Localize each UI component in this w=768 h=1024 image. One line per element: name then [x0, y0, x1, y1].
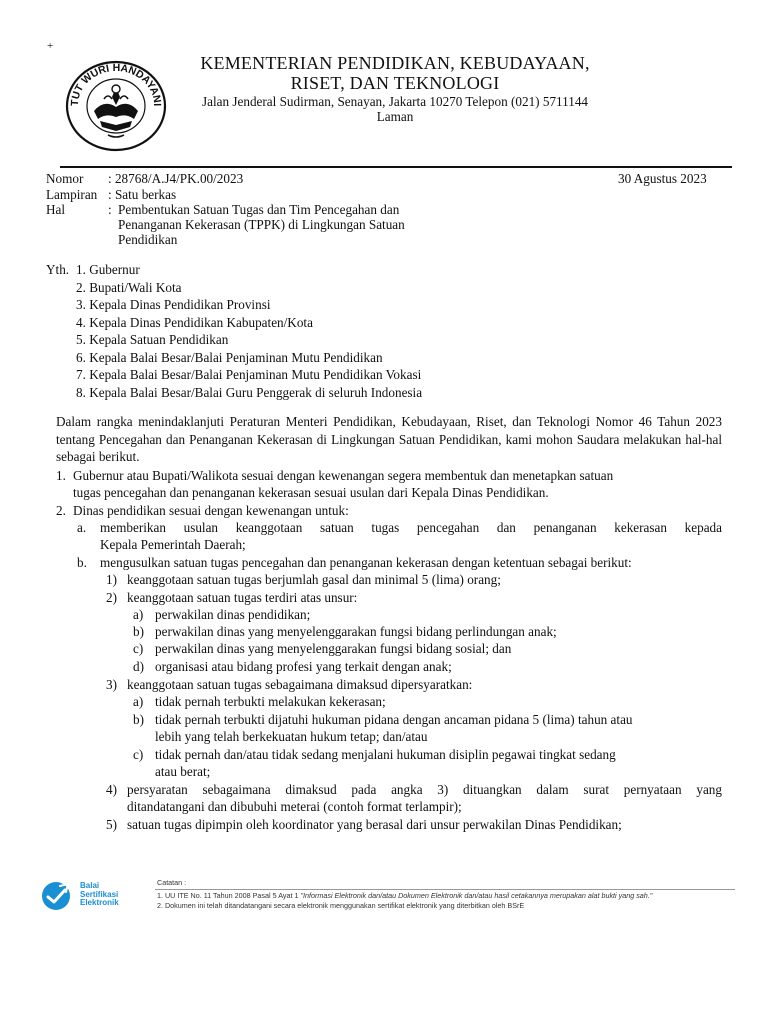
recipient-item: 7. Kepala Balai Besar/Balai Penjaminan Mutu Pendidikan Vokasi [76, 367, 422, 382]
recipient-item: 4. Kepala Dinas Pendidikan Kabupaten/Kota [76, 314, 313, 330]
ministry-name-line2: RISET, DAN TEKNOLOGI [290, 73, 500, 93]
sub-5-number: 5) [106, 817, 117, 832]
bsre-logo-icon [40, 880, 74, 912]
sub-2c-text: perwakilan dinas yang menyelenggarakan fungsi bidang sosial; dan [155, 641, 512, 656]
sub-3-text: keanggotaan satuan tugas sebagaimana dimaksud dipersyaratkan: [127, 677, 473, 692]
bsre-logo-text: Balai Sertifikasi Elektronik [80, 881, 119, 907]
ministry-address: Jalan Jenderal Sudirman, Senayan, Jakarta 10270 Telepon (021) 5711144 [201, 94, 589, 109]
sub-3c-text: atau berat; [155, 764, 211, 779]
point-1-text: Gubernur atau Bupati/Walikota sesuai dengan kewenangan segera membentuk dan menetapkan satuan [73, 468, 614, 483]
sub-3b-text: tidak pernah terbukti dijatuhi hukuman pidana dengan ancaman pidana 5 (lima) tahun atau [155, 712, 633, 727]
catatan-note-2: 2. Dokumen ini telah ditandatangani secara elektronik menggunakan sertifikat elektronik yang diterbitkan oleh BSrE [157, 901, 525, 910]
sub-4-text: ditandatangani dan dibubuhi meterai (contoh format terlampir); [127, 799, 462, 814]
sub-3c-text: tidak pernah dan/atau tidak sedang menjalani hukuman disiplin pegawai tingkat sedang [155, 747, 616, 762]
lampiran-value: : Satu berkas [108, 187, 177, 202]
sub-3a-letter: a) [133, 694, 144, 709]
sub-2-text: keanggotaan satuan tugas terdiri atas unsur: [127, 590, 358, 605]
point-1-text: tugas pencegahan dan penanganan kekerasan sesuai usulan dari Kepala Dinas Pendidikan. [73, 485, 549, 500]
catatan-label: Catatan : [157, 878, 187, 887]
sub-1-text: keanggotaan satuan tugas berjumlah gasal dan minimal 5 (lima) orang; [127, 572, 501, 587]
ministry-website-label: Laman [376, 109, 414, 124]
hal-colon: : [108, 202, 112, 217]
recipient-item: 5. Kepala Satuan Pendidikan [76, 332, 229, 347]
ministry-name-line1: KEMENTERIAN PENDIDIKAN, KEBUDAYAAN, [200, 53, 590, 73]
lampiran-label: Lampiran [46, 187, 98, 202]
sub-2b-text: perwakilan dinas yang menyelenggarakan fungsi bidang perlindungan anak; [155, 624, 557, 639]
sub-2-number: 2) [106, 590, 117, 605]
recipient-list [76, 261, 422, 401]
sub-2c-letter: c) [133, 641, 144, 656]
recipient-item: 3. Kepala Dinas Pendidikan Provinsi [76, 297, 271, 312]
sub-4-text: persyaratan sebagaimana dimaksud pada angka 3) dituangkan dalam surat pernyataan yang [127, 782, 722, 797]
recipient-item: 6. Kepala Balai Besar/Balai Penjaminan Mutu Pendidikan [76, 349, 383, 365]
catatan-divider [155, 889, 735, 890]
hal-label: Hal [46, 202, 66, 217]
item-a-letter: a. [77, 520, 87, 535]
sub-2d-text: organisasi atau bidang profesi yang terkait dengan anak; [155, 659, 452, 674]
catatan-note-1: 1. UU ITE No. 11 Tahun 2008 Pasal 5 Ayat 1 "Informasi Elektronik dan/atau Dokumen Elektronik dan/atau hasil cetakannya merupakan alat bukti yang sah." [157, 891, 653, 900]
sub-2d-letter: d) [133, 659, 144, 674]
sub-3c-letter: c) [133, 747, 144, 762]
hal-line: Pembentukan Satuan Tugas dan Tim Pencegahan dan [118, 202, 400, 217]
intro-paragraph: Dalam rangka menindaklanjuti Peraturan Menteri Pendidikan, Kebudayaan, Riset, dan Teknologi Nomor 46 Tahun 2023 tentang Pencegahan dan Penanganan Kekerasan di Lingkungan Satuan Pendidikan, kami mohon Saudara melakukan hal-hal sebagai berikut. [56, 414, 722, 464]
point-1-number: 1. [56, 468, 66, 483]
item-a-text: memberikan usulan keanggotaan satuan tugas pencegahan dan penanganan kekerasan kepada [100, 520, 722, 535]
recipient-item: 2. Bupati/Wali Kota [76, 279, 182, 295]
sub-2b-letter: b) [133, 624, 144, 639]
sub-1-number: 1) [106, 572, 117, 587]
sub-4-number: 4) [106, 782, 117, 797]
sub-2a-text: perwakilan dinas pendidikan; [155, 607, 311, 622]
recipient-item: 8. Kepala Balai Besar/Balai Guru Penggerak di seluruh Indonesia [76, 384, 423, 400]
sub-3b-letter: b) [133, 712, 144, 727]
item-b-text: mengusulkan satuan tugas pencegahan dan penanganan kekerasan dengan ketentuan sebagai berikut: [100, 555, 632, 570]
sub-3b-text: lebih yang telah berkekuatan hukum tetap; dan/atau [155, 729, 428, 744]
sub-3-number: 3) [106, 677, 117, 692]
hal-line: Penanganan Kekerasan (TPPK) di Lingkungan Satuan [118, 217, 405, 232]
hal-line: Pendidikan [118, 232, 178, 247]
letter-date: 30 Agustus 2023 [618, 171, 707, 186]
corner-mark: + [47, 40, 54, 52]
sub-5-text: satuan tugas dipimpin oleh koordinator yang berasal dari unsur perwakilan Dinas Pendidikan; [127, 817, 622, 832]
nomor-value: : 28768/A.J4/PK.00/2023 [108, 171, 244, 186]
point-2-number: 2. [56, 503, 66, 518]
sub-2a-letter: a) [133, 607, 144, 622]
recipient-prefix: Yth. [46, 262, 70, 277]
letterhead-divider [60, 166, 732, 168]
svg-text:TUT WURI HANDAYANI: TUT WURI HANDAYANI [68, 61, 164, 107]
sub-3a-text: tidak pernah terbukti melakukan kekerasan; [155, 694, 386, 709]
point-2-text: Dinas pendidikan sesuai dengan kewenangan untuk: [73, 503, 349, 518]
item-b-letter: b. [77, 555, 87, 570]
item-a-text: Kepala Pemerintah Daerah; [100, 537, 246, 552]
nomor-label: Nomor [46, 171, 84, 186]
recipient-item: 1. Gubernur [76, 262, 140, 277]
